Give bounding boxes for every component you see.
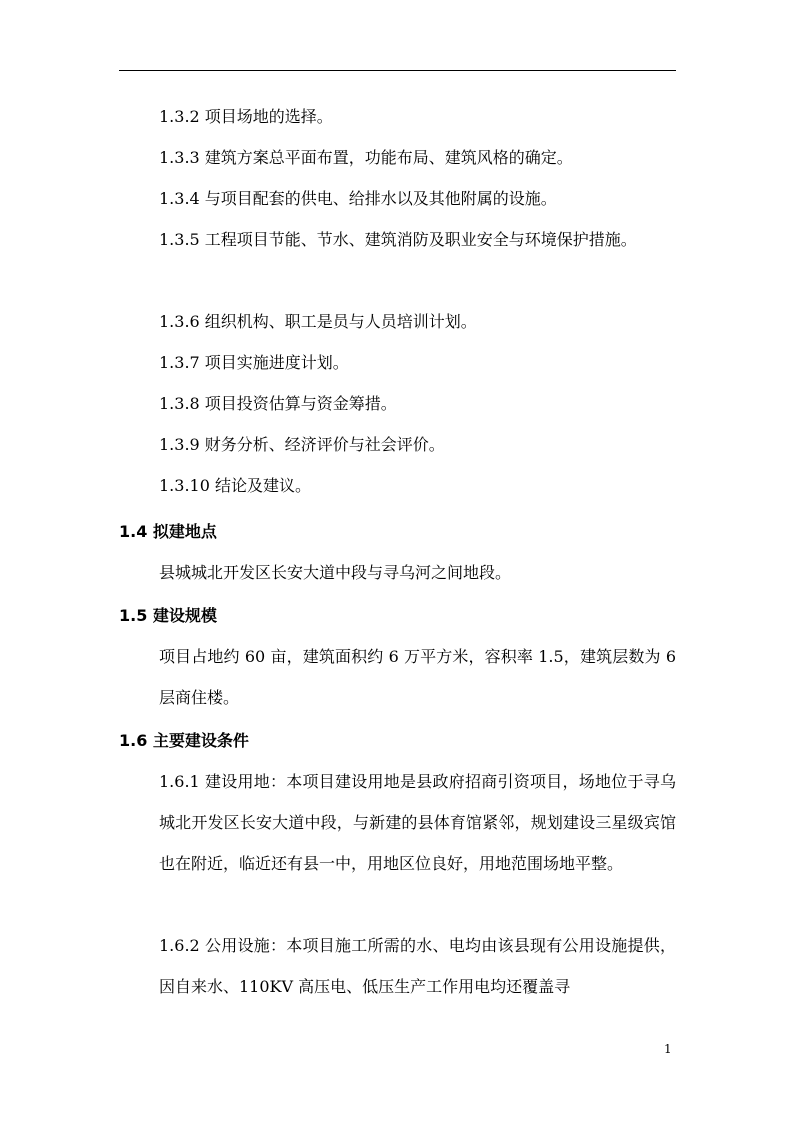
- page-number: 1: [664, 1042, 672, 1056]
- list-item-1-3-4: 1.3.4 与项目配套的供电、给排水以及其他附属的设施。: [159, 189, 557, 208]
- section-paragraph-1-6-2: 1.6.2 公用设施：本项目施工所需的水、电均由该县现有公用设施提供，因自来水、110KV 高压电、低压生产工作用电均还覆盖寻: [159, 936, 676, 996]
- header-rule: [119, 70, 676, 71]
- list-item-1-3-3: 1.3.3 建筑方案总平面布置，功能布局、建筑风格的确定。: [159, 148, 573, 167]
- list-item-1-3-6: 1.3.6 组织机构、职工是员与人员培训计划。: [159, 312, 477, 331]
- list-item-1-3-9: 1.3.9 财务分析、经济评价与社会评价。: [159, 435, 445, 454]
- list-item-1-3-10: 1.3.10 结论及建议。: [159, 476, 311, 495]
- section-heading-1-4: 1.4 拟建地点: [119, 522, 217, 541]
- list-item-1-3-2: 1.3.2 项目场地的选择。: [159, 107, 333, 126]
- section-body-1-4: 县城城北开发区长安大道中段与寻乌河之间地段。: [159, 563, 512, 582]
- list-item-1-3-7: 1.3.7 项目实施进度计划。: [159, 353, 349, 372]
- section-paragraph-1-6-1: 1.6.1 建设用地：本项目建设用地是县政府招商引资项目，场地位于寻乌城北开发区长安大道中段，与新建的县体育馆紧邻，规划建设三星级宾馆也在附近，临近还有县一中，用地区位良好，用地范围场地平整。: [159, 772, 676, 873]
- section-heading-1-6: 1.6 主要建设条件: [119, 731, 249, 750]
- list-item-1-3-5: 1.3.5 工程项目节能、节水、建筑消防及职业安全与环境保护措施。: [159, 230, 637, 249]
- list-item-1-3-8: 1.3.8 项目投资估算与资金筹措。: [159, 394, 397, 413]
- section-body-1-5: 项目占地约 60 亩，建筑面积约 6 万平方米，容积率 1.5，建筑层数为 6 层商住楼。: [159, 647, 676, 707]
- section-heading-1-5: 1.5 建设规模: [119, 606, 217, 625]
